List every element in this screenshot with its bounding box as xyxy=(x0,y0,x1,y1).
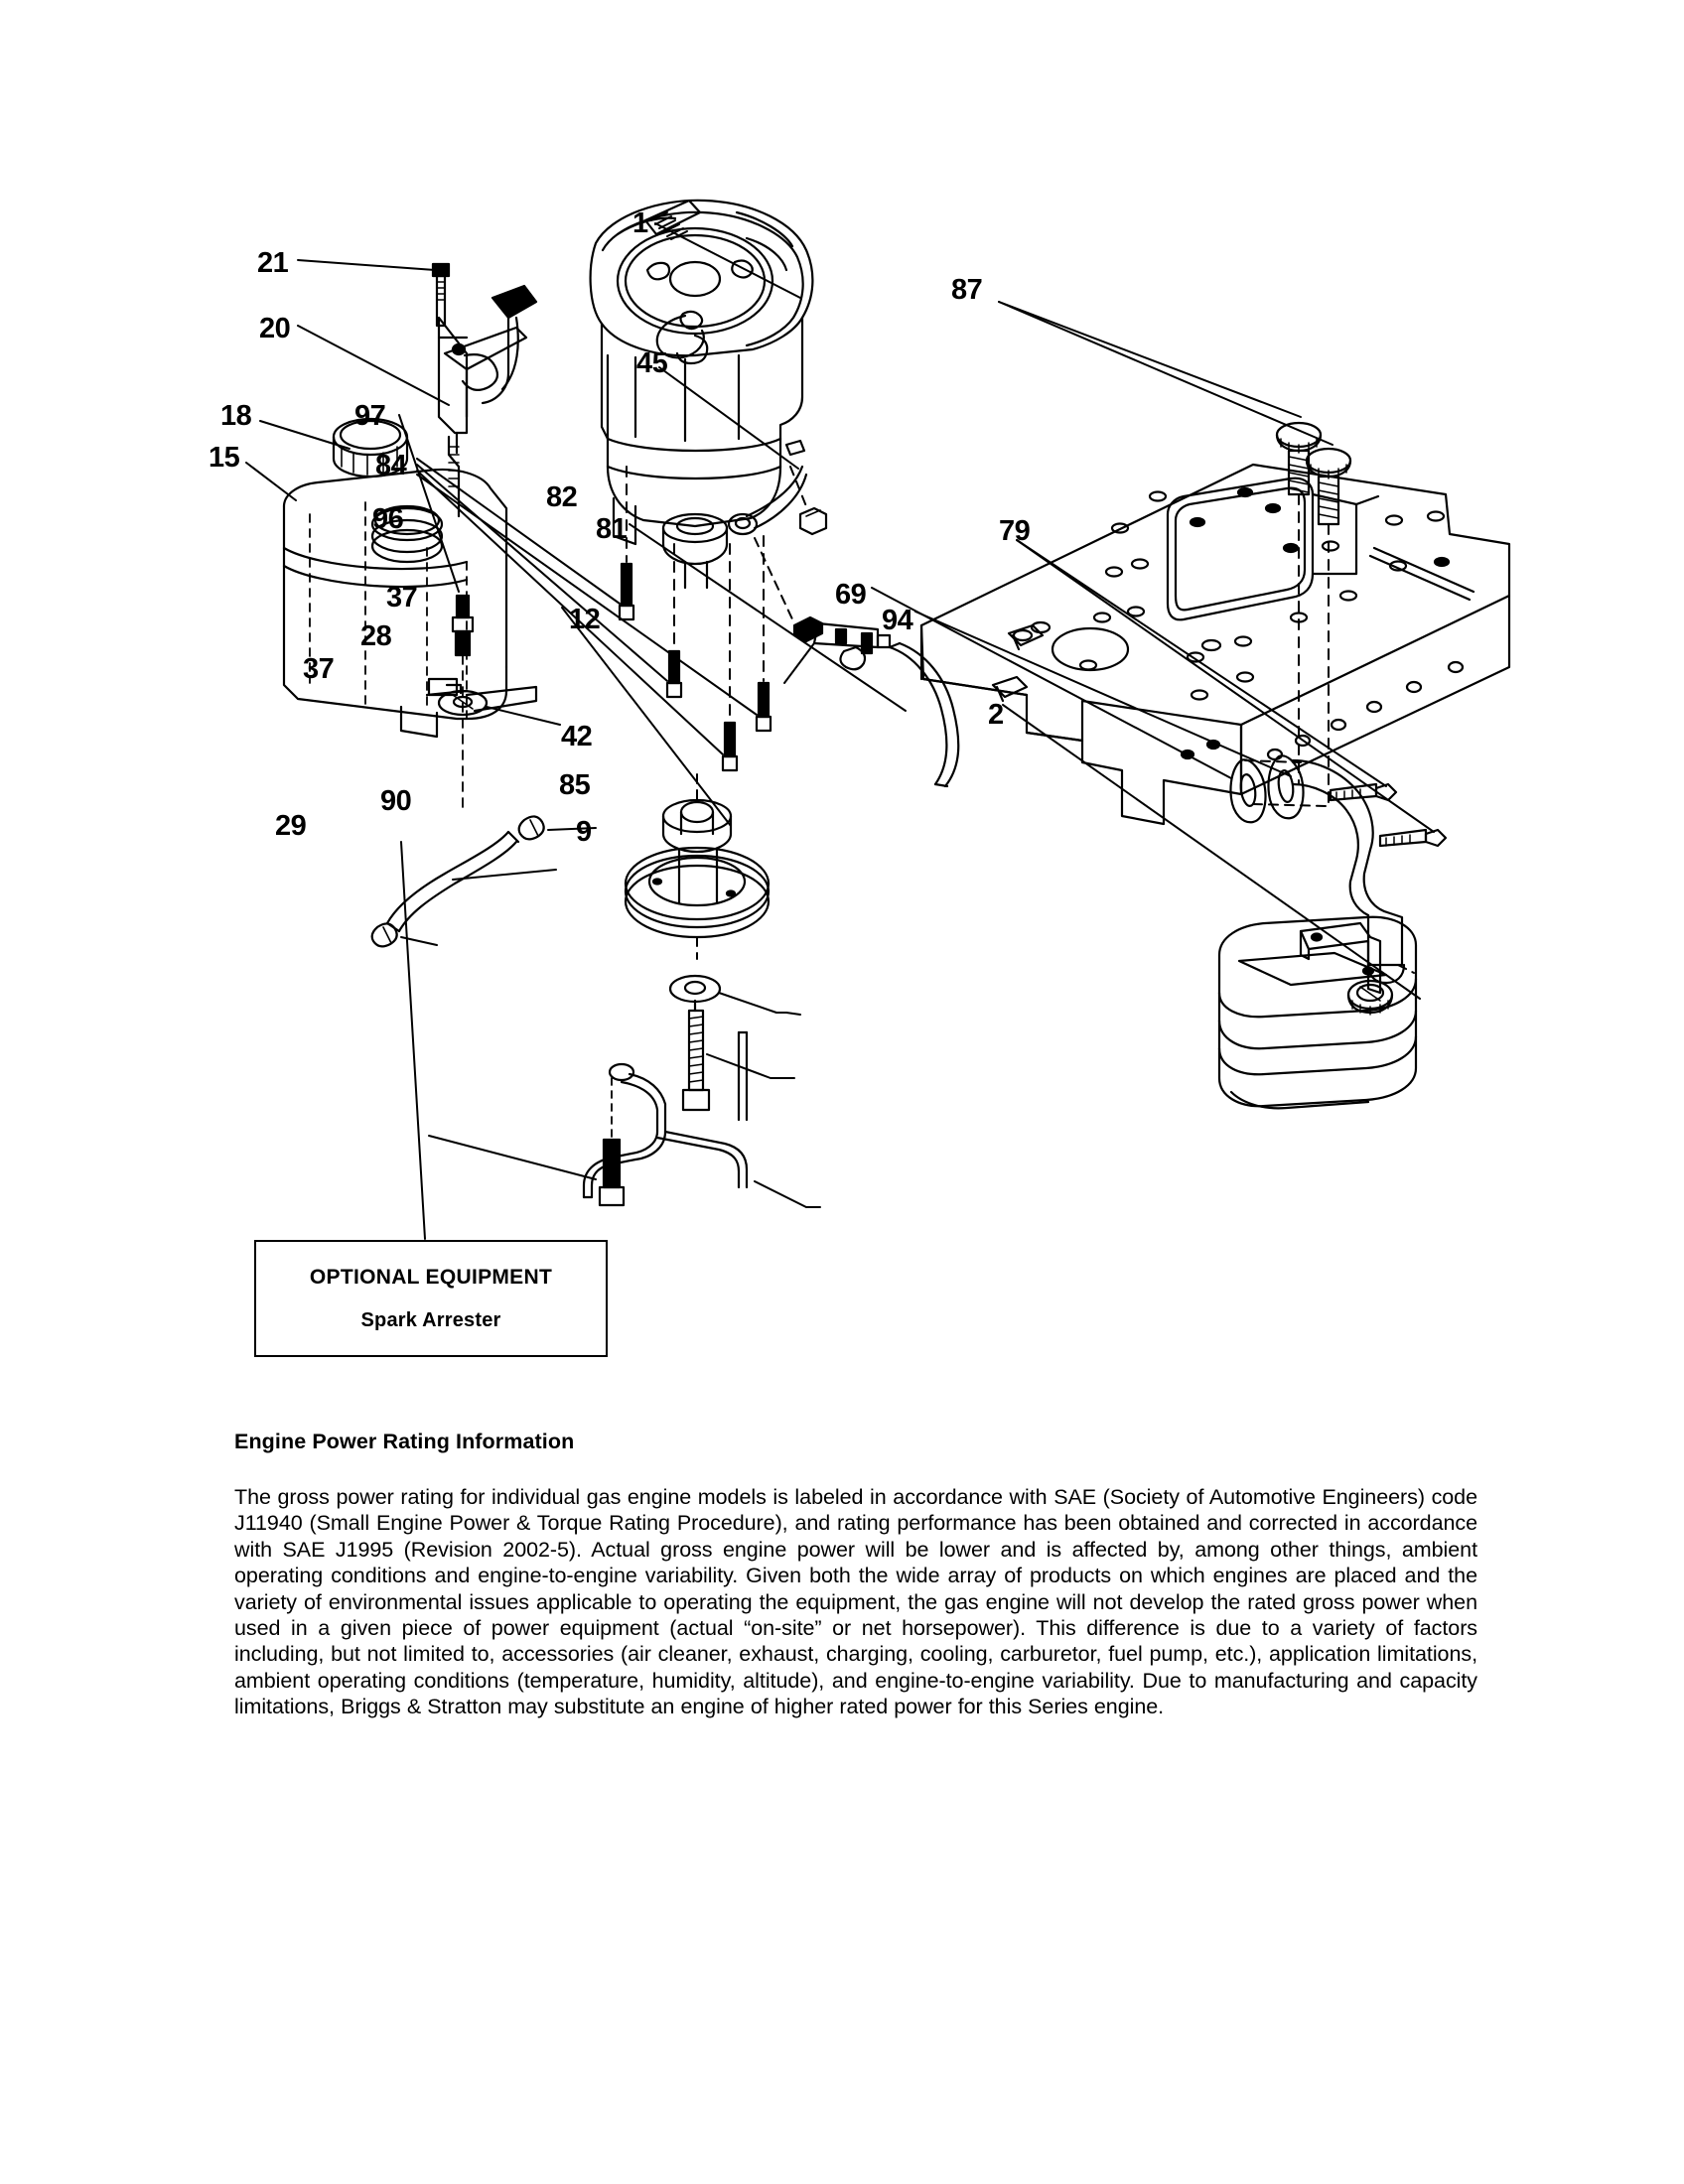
hose-clamp-37b xyxy=(372,923,397,946)
callout-82: 82 xyxy=(546,481,578,513)
callout-84: 84 xyxy=(375,450,407,481)
bolt-85-illustration xyxy=(683,1001,709,1110)
callout-28: 28 xyxy=(360,620,392,652)
fuel-line-81-illustration xyxy=(890,643,958,786)
callout-18: 18 xyxy=(220,400,252,432)
callout-79: 79 xyxy=(999,515,1031,547)
callout-29: 29 xyxy=(275,810,307,842)
callout-81: 81 xyxy=(596,513,628,545)
callout-97: 97 xyxy=(354,400,386,432)
callout-85: 85 xyxy=(559,769,591,801)
optional-equipment-title: OPTIONAL EQUIPMENT xyxy=(309,1265,553,1289)
power-rating-heading: Engine Power Rating Information xyxy=(234,1430,575,1453)
callout-96: 96 xyxy=(372,503,404,535)
callout-2: 2 xyxy=(988,699,1004,731)
callout-94: 94 xyxy=(882,605,913,636)
callout-15: 15 xyxy=(209,442,240,474)
hose-clamp-37a xyxy=(519,816,544,839)
callout-20: 20 xyxy=(259,313,291,344)
muffler-illustration xyxy=(1219,917,1416,1109)
optional-equipment-subtitle: Spark Arrester xyxy=(360,1308,501,1331)
throttle-control-illustration xyxy=(433,264,536,516)
bolts-84-illustration xyxy=(620,564,771,770)
screws-79-illustration xyxy=(1331,784,1446,846)
washer-42-illustration xyxy=(670,976,720,1002)
callout-69: 69 xyxy=(835,579,867,611)
callout-45: 45 xyxy=(636,347,668,379)
callout-12: 12 xyxy=(569,604,601,635)
callout-21: 21 xyxy=(257,247,289,279)
engine-power-rating-section xyxy=(234,1430,1477,1720)
callout-87: 87 xyxy=(951,274,983,306)
bolt-90-illustration xyxy=(600,1140,624,1205)
bolt-97-illustration xyxy=(453,596,473,655)
engine-pulley-illustration xyxy=(626,800,769,937)
nut-45-illustration xyxy=(800,508,826,534)
callout-9: 9 xyxy=(576,816,592,848)
power-rating-body: The gross power rating for individual gas engine models is labeled in accordance with SAE (Society of Automotive Engineers) code J11940 (Small Engine Power & Torque Rating Procedure), and rating performance has been obtained and corrected in accordance with SAE J1995 (Revision 2002-5). Actual gross engine power will be lower and is affected by, among other things, ambient operating conditions and engine-to-engine variability. Given both the wide array of products on which engines are placed and the variety of environmental issues applicable to operating the equipment, the gas engine will not develop the rated gross power when used in a given piece of power equipment (actual “on-site” or net horsepower). This difference is due to a variety of factors including, but not limited to, accessories (air cleaner, exhaust, charging, cooling, carburetor, fuel pump, etc.), application limitations, ambient operating conditions (temperature, humidity, altitude), and engine-to-engine variability. Due to manufacturing and capacity limitations, Briggs & Stratton may substitute an engine of higher rated power for this Series engine. xyxy=(234,1485,1477,1719)
fuel-hose-illustration xyxy=(387,832,518,931)
callout-90: 90 xyxy=(380,785,412,817)
callout-1: 1 xyxy=(632,207,648,239)
callout-42: 42 xyxy=(561,721,593,752)
optional-equipment-box xyxy=(254,1240,608,1357)
callout-37-upper: 37 xyxy=(386,582,418,614)
fuel-valve-82-illustration xyxy=(794,617,890,669)
callout-37-lower: 37 xyxy=(303,653,335,685)
